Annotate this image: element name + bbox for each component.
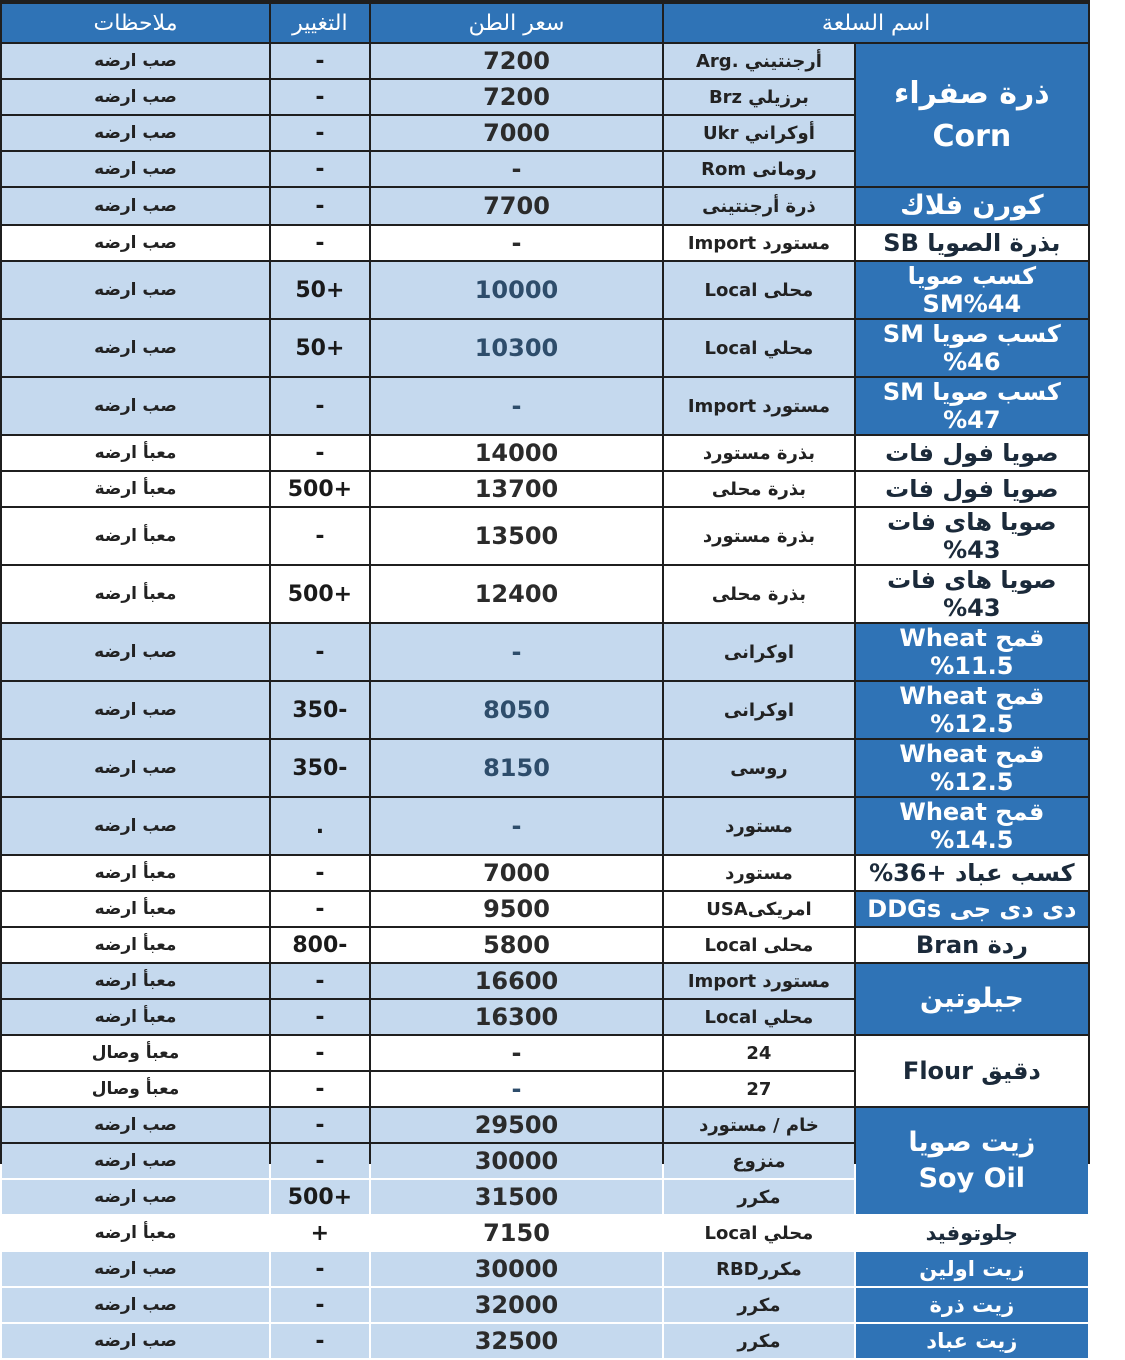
change-cell: - — [271, 80, 369, 114]
table-row — [2, 1324, 1088, 1358]
price-cell: 16300 — [371, 1000, 662, 1034]
origin-cell: امريكىUSA — [664, 892, 854, 926]
note-cell: معبأ ارضة — [2, 472, 269, 506]
table-row — [2, 436, 1088, 470]
change-cell: -350 — [271, 682, 369, 738]
change-cell: - — [271, 1252, 369, 1286]
origin-cell: اوكرانى — [664, 624, 854, 680]
table-row — [2, 262, 1088, 318]
origin-cell: مكررRBD — [664, 1252, 854, 1286]
note-cell: صب ارضه — [2, 226, 269, 260]
change-cell: - — [271, 964, 369, 998]
commodity-name: صويا فول فات — [856, 472, 1088, 506]
change-cell: + — [271, 1216, 369, 1250]
note-cell: صب ارضه — [2, 44, 269, 78]
note-cell: معبأ ارضه — [2, 1000, 269, 1034]
change-cell: - — [271, 152, 369, 186]
origin-cell: رومانى Rom — [664, 152, 854, 186]
header-row — [2, 4, 1088, 42]
origin-cell: ذرة أرجنتينى — [664, 188, 854, 224]
commodity-name: قمح Wheat %12.5 — [856, 740, 1088, 796]
price-cell: - — [371, 624, 662, 680]
commodity-name: زيت عباد — [856, 1324, 1088, 1358]
change-cell: +50 — [271, 262, 369, 318]
price-cell: 7150 — [371, 1216, 662, 1250]
change-cell: -350 — [271, 740, 369, 796]
origin-cell: روسى — [664, 740, 854, 796]
commodity-name: جلوتوفيد — [856, 1216, 1088, 1250]
note-cell: صب ارضه — [2, 1324, 269, 1358]
note-cell: معبأ ارضه — [2, 928, 269, 962]
table-row — [2, 226, 1088, 260]
commodity-name: صويا هاى فات 43% — [856, 508, 1088, 564]
change-cell: - — [271, 1072, 369, 1106]
price-cell: 32500 — [371, 1324, 662, 1358]
price-cell: 9500 — [371, 892, 662, 926]
table-row — [2, 472, 1088, 506]
table-row — [2, 320, 1088, 376]
note-cell: معبأ ارضه — [2, 508, 269, 564]
change-cell: - — [271, 378, 369, 434]
price-cell: 32000 — [371, 1288, 662, 1322]
change-cell: - — [271, 436, 369, 470]
origin-cell: برزيلي Brz — [664, 80, 854, 114]
price-cell: 8050 — [371, 682, 662, 738]
commodity-name: بذرة الصويا SB — [856, 226, 1088, 260]
commodity-name: ذرة صفراء Corn — [856, 44, 1088, 186]
note-cell: معبأ ارضه — [2, 856, 269, 890]
price-cell: 8150 — [371, 740, 662, 796]
note-cell: صب ارضه — [2, 1252, 269, 1286]
origin-cell: بذرة محلى — [664, 566, 854, 622]
price-cell: 7200 — [371, 44, 662, 78]
table-row — [2, 188, 1088, 224]
table-row — [2, 1252, 1088, 1286]
note-cell: صب ارضه — [2, 624, 269, 680]
note-cell: معبأ وصال — [2, 1072, 269, 1106]
note-cell: معبأ وصال — [2, 1036, 269, 1070]
origin-cell: أوكراني Ukr — [664, 116, 854, 150]
origin-cell: مستورد — [664, 798, 854, 854]
change-cell: - — [271, 116, 369, 150]
origin-cell: بذرة مستورد — [664, 508, 854, 564]
origin-cell: اوكرانى — [664, 682, 854, 738]
table-row — [2, 1036, 1088, 1070]
change-cell: +500 — [271, 1180, 369, 1214]
commodity-name: صويا هاى فات 43% — [856, 566, 1088, 622]
note-cell: صب ارضه — [2, 682, 269, 738]
commodity-name: زيت صويا Soy Oil — [856, 1108, 1088, 1214]
commodity-name: زيت ذرة — [856, 1288, 1088, 1322]
price-cell: 29500 — [371, 1108, 662, 1142]
origin-cell: محلى Local — [664, 928, 854, 962]
table-row — [2, 964, 1088, 998]
price-cell: 7000 — [371, 856, 662, 890]
note-cell: صب ارضه — [2, 1180, 269, 1214]
table-row — [2, 1288, 1088, 1322]
price-cell: 10000 — [371, 262, 662, 318]
price-cell: - — [371, 798, 662, 854]
note-cell: صب ارضه — [2, 798, 269, 854]
header-price: سعر الطن — [371, 4, 662, 42]
table-row — [2, 740, 1088, 796]
commodity-name: زيت اولين — [856, 1252, 1088, 1286]
price-cell: 5800 — [371, 928, 662, 962]
note-cell: معبأ ارضه — [2, 964, 269, 998]
commodity-name: جيلوتين — [856, 964, 1088, 1034]
commodity-name: ردة Bran — [856, 928, 1088, 962]
origin-cell: محلي Local — [664, 1000, 854, 1034]
price-cell: 7700 — [371, 188, 662, 224]
commodity-name: صويا فول فات — [856, 436, 1088, 470]
change-cell: . — [271, 798, 369, 854]
origin-cell: محلي Local — [664, 1216, 854, 1250]
origin-cell: أرجنتيني .Arg — [664, 44, 854, 78]
note-cell: صب ارضه — [2, 1144, 269, 1178]
note-cell: صب ارضه — [2, 378, 269, 434]
note-cell: صب ارضه — [2, 116, 269, 150]
table-row — [2, 856, 1088, 890]
origin-cell: مكرر — [664, 1180, 854, 1214]
commodity-name: دى دى جى DDGs — [856, 892, 1088, 926]
note-cell: صب ارضه — [2, 320, 269, 376]
change-cell: - — [271, 892, 369, 926]
price-cell: 10300 — [371, 320, 662, 376]
change-cell: - — [271, 508, 369, 564]
note-cell: صب ارضه — [2, 1288, 269, 1322]
price-cell: 16600 — [371, 964, 662, 998]
note-cell: صب ارضه — [2, 152, 269, 186]
price-cell: 13500 — [371, 508, 662, 564]
price-cell: 30000 — [371, 1252, 662, 1286]
change-cell: - — [271, 44, 369, 78]
price-cell: 14000 — [371, 436, 662, 470]
note-cell: صب ارضه — [2, 80, 269, 114]
note-cell: معبأ ارضه — [2, 566, 269, 622]
commodity-name: كورن فلاك — [856, 188, 1088, 224]
change-cell: - — [271, 1108, 369, 1142]
origin-cell: مستورد — [664, 856, 854, 890]
price-cell: 30000 — [371, 1144, 662, 1178]
commodity-name: كسب عباد +36% — [856, 856, 1088, 890]
change-cell: - — [271, 1000, 369, 1034]
note-cell: صب ارضه — [2, 188, 269, 224]
change-cell: - — [271, 856, 369, 890]
change-cell: - — [271, 1324, 369, 1358]
origin-cell: بذرة مستورد — [664, 436, 854, 470]
table-row — [2, 44, 1088, 78]
note-cell: صب ارضه — [2, 740, 269, 796]
origin-cell: 27 — [664, 1072, 854, 1106]
commodity-name: كسب صويا SM %46 — [856, 320, 1088, 376]
price-cell: - — [371, 378, 662, 434]
origin-cell: بذرة محلى — [664, 472, 854, 506]
commodity-name: كسب صويا SM%44 — [856, 262, 1088, 318]
change-cell: +500 — [271, 472, 369, 506]
price-cell: - — [371, 152, 662, 186]
price-cell: 13700 — [371, 472, 662, 506]
origin-cell: مستورد Import — [664, 226, 854, 260]
origin-cell: منزوع — [664, 1144, 854, 1178]
commodity-name: قمح Wheat %12.5 — [856, 682, 1088, 738]
header-notes: ملاحظات — [2, 4, 269, 42]
price-cell: - — [371, 1072, 662, 1106]
change-cell: -800 — [271, 928, 369, 962]
table-row — [2, 378, 1088, 434]
table-row — [2, 892, 1088, 926]
price-cell: 12400 — [371, 566, 662, 622]
table-row — [2, 798, 1088, 854]
note-cell: صب ارضه — [2, 262, 269, 318]
origin-cell: 24 — [664, 1036, 854, 1070]
note-cell: معبأ ارضه — [2, 436, 269, 470]
price-cell: 7200 — [371, 80, 662, 114]
note-cell: معبأ ارضه — [2, 892, 269, 926]
note-cell: صب ارضه — [2, 1108, 269, 1142]
header-commodity: اسم السلعة — [664, 4, 1088, 42]
table-row — [2, 682, 1088, 738]
origin-cell: محلى Local — [664, 262, 854, 318]
change-cell: - — [271, 1288, 369, 1322]
table-row — [2, 1216, 1088, 1250]
commodity-name: قمح Wheat %11.5 — [856, 624, 1088, 680]
origin-cell: مستورد Import — [664, 964, 854, 998]
price-table — [0, 2, 1090, 1360]
price-table-body — [2, 44, 1088, 1358]
change-cell: - — [271, 226, 369, 260]
origin-cell: مستورد Import — [664, 378, 854, 434]
note-cell: معبأ ارضه — [2, 1216, 269, 1250]
table-row — [2, 508, 1088, 564]
change-cell: - — [271, 1036, 369, 1070]
change-cell: +500 — [271, 566, 369, 622]
price-cell: 31500 — [371, 1180, 662, 1214]
header-change: التغيير — [271, 4, 369, 42]
change-cell: - — [271, 1144, 369, 1178]
price-cell: - — [371, 226, 662, 260]
change-cell: - — [271, 624, 369, 680]
change-cell: +50 — [271, 320, 369, 376]
commodity-name: قمح Wheat %14.5 — [856, 798, 1088, 854]
commodity-name: دقيق Flour — [856, 1036, 1088, 1106]
origin-cell: مكرر — [664, 1324, 854, 1358]
commodity-name: كسب صويا SM %47 — [856, 378, 1088, 434]
price-cell: 7000 — [371, 116, 662, 150]
origin-cell: مكرر — [664, 1288, 854, 1322]
origin-cell: خام / مستورد — [664, 1108, 854, 1142]
price-cell: - — [371, 1036, 662, 1070]
table-row — [2, 566, 1088, 622]
table-row — [2, 624, 1088, 680]
table-row — [2, 1108, 1088, 1142]
change-cell: - — [271, 188, 369, 224]
origin-cell: محلي Local — [664, 320, 854, 376]
table-row — [2, 928, 1088, 962]
